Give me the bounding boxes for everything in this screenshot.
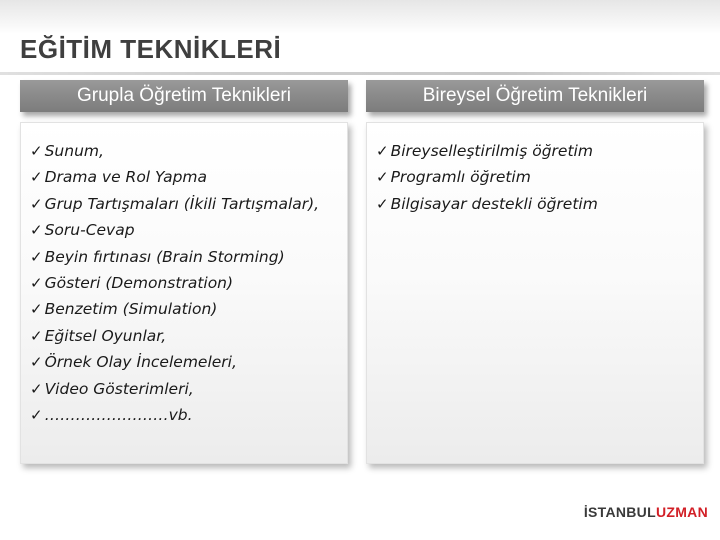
checkmark-icon: ✓ — [376, 194, 389, 213]
list-item-text: Gösteri (Demonstration) — [44, 274, 234, 293]
list-item — [30, 217, 338, 243]
list-item — [30, 376, 338, 402]
list-item — [376, 191, 694, 217]
list-item — [30, 191, 338, 217]
list-item-text: Bireyselleştirilmiş öğretim — [390, 142, 593, 160]
group-techniques-panel — [20, 122, 348, 464]
group-techniques-list — [30, 138, 338, 428]
list-item-text: Beyin fırtınası (Brain Storming) — [44, 247, 285, 266]
list-item — [376, 164, 694, 190]
title-divider — [0, 72, 720, 75]
list-item-text: Video Gösterimleri, — [44, 379, 194, 398]
list-item-text: Bilgisayar destekli öğretim — [390, 194, 598, 213]
list-item — [30, 349, 338, 375]
checkmark-icon: ✓ — [30, 406, 43, 425]
list-item-text: Programlı öğretim — [390, 168, 531, 187]
checkmark-icon: ✓ — [30, 300, 43, 319]
list-item-text: Eğitsel Oyunlar, — [44, 326, 167, 345]
list-item-text: Sunum, — [44, 142, 104, 160]
checkmark-icon: ✓ — [30, 247, 43, 266]
checkmark-icon: ✓ — [30, 142, 43, 160]
list-item — [30, 270, 338, 296]
logo-text-istanbul: İSTANBUL — [583, 504, 656, 520]
list-item-text: Drama ve Rol Yapma — [44, 168, 208, 187]
list-item — [30, 296, 338, 322]
top-gradient-band — [0, 0, 720, 34]
logo-text-uzman: UZMAN — [655, 504, 708, 520]
checkmark-icon: ✓ — [376, 142, 389, 160]
list-item — [30, 402, 338, 428]
list-item — [376, 138, 694, 164]
list-item-text: Benzetim (Simulation) — [44, 300, 218, 319]
slide-title: EĞİTİM TEKNİKLERİ — [20, 34, 282, 64]
list-item-text: Soru-Cevap — [44, 221, 135, 240]
checkmark-icon: ✓ — [30, 194, 43, 213]
checkmark-icon: ✓ — [30, 353, 43, 372]
list-item-text: ……………………vb. — [44, 406, 193, 425]
checkmark-icon: ✓ — [30, 221, 43, 240]
checkmark-icon: ✓ — [30, 274, 43, 293]
list-item — [30, 164, 338, 190]
istanbuluzman-logo — [584, 504, 708, 520]
individual-techniques-header: Bireysel Öğretim Teknikleri — [366, 80, 704, 112]
list-item-text: Grup Tartışmaları (İkili Tartışmalar), — [44, 194, 320, 213]
checkmark-icon: ✓ — [30, 379, 43, 398]
list-item — [30, 323, 338, 349]
list-item-text: Örnek Olay İncelemeleri, — [44, 353, 237, 372]
checkmark-icon: ✓ — [30, 168, 43, 187]
group-techniques-header: Grupla Öğretim Teknikleri — [20, 80, 348, 112]
checkmark-icon: ✓ — [376, 168, 389, 187]
list-item — [30, 138, 338, 164]
individual-techniques-panel — [366, 122, 704, 464]
checkmark-icon: ✓ — [30, 326, 43, 345]
individual-techniques-list — [376, 138, 694, 217]
list-item — [30, 244, 338, 270]
